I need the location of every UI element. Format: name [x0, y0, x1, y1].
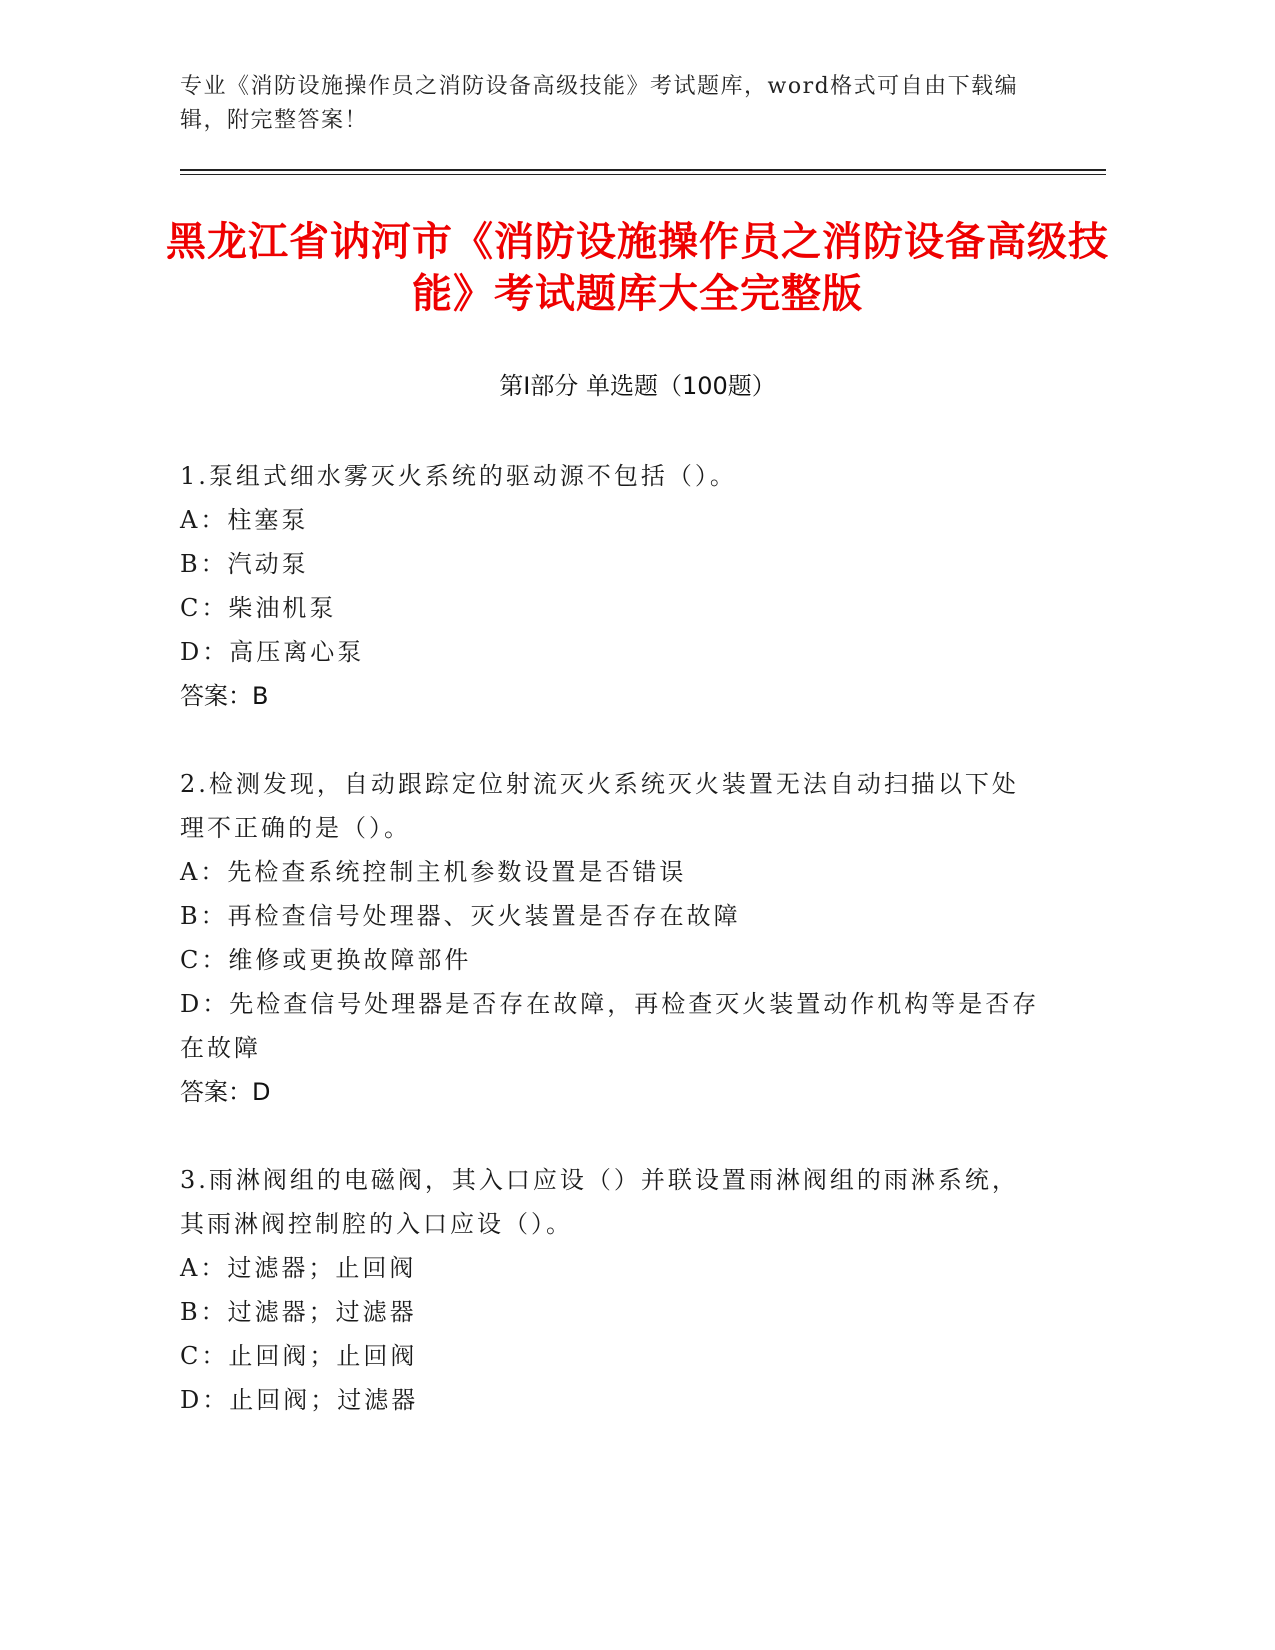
- question-list: [180, 454, 1040, 1466]
- option-c: C：止回阀；止回阀: [180, 1342, 418, 1370]
- option-b: B：过滤器；过滤器: [180, 1298, 417, 1326]
- question-1: [180, 454, 1040, 718]
- option-b: B：再检查信号处理器、灭火装置是否存在故障: [180, 902, 741, 930]
- header-note: 专业《消防设施操作员之消防设备高级技能》考试题库，word格式可自由下载编辑，附完整答案！: [180, 74, 1019, 133]
- option-c: C：维修或更换故障部件: [180, 946, 472, 974]
- option-a: A：柱塞泵: [180, 506, 309, 534]
- question-stem: 1.泵组式细水雾灭火系统的驱动源不包括（）。: [180, 462, 737, 490]
- option-d: D：止回阀；过滤器: [180, 1386, 419, 1414]
- option-b: B：汽动泵: [180, 550, 309, 578]
- answer: 答案：B: [180, 682, 269, 710]
- section-heading: 第Ⅰ部分 单选题（100题）: [499, 372, 776, 400]
- header-divider-thick: [180, 169, 1106, 171]
- question-stem: 3.雨淋阀组的电磁阀，其入口应设（）并联设置雨淋阀组的雨淋系统，其雨淋阀控制腔的入口应设（）。: [180, 1166, 1019, 1238]
- option-a: A：先检查系统控制主机参数设置是否错误: [180, 858, 687, 886]
- option-d: D：先检查信号处理器是否存在故障，再检查灭火装置动作机构等是否存在故障: [180, 990, 1040, 1062]
- option-c: C：柴油机泵: [180, 594, 337, 622]
- question-2: [180, 762, 1040, 1114]
- question-stem: 2.检测发现，自动跟踪定位射流灭火系统灭火装置无法自动扫描以下处理不正确的是（）。: [180, 770, 1019, 842]
- option-d: D：高压离心泵: [180, 638, 365, 666]
- document-title: 黑龙江省讷河市《消防设施操作员之消防设备高级技能》考试题库大全完整版: [166, 219, 1109, 317]
- question-3: [180, 1158, 1040, 1422]
- answer: 答案：D: [180, 1078, 271, 1106]
- option-a: A：过滤器；止回阀: [180, 1254, 417, 1282]
- header-divider-thin: [180, 174, 1106, 175]
